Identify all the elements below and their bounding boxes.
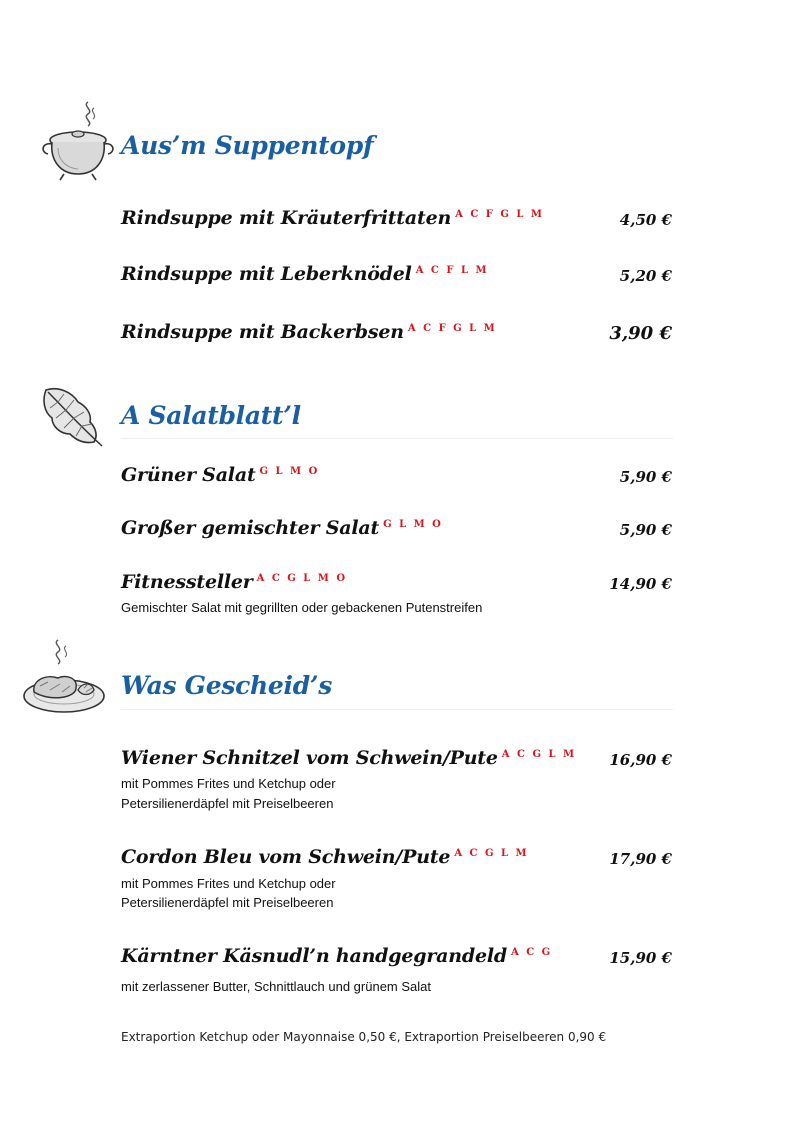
menu-item-description: mit Pommes Frites und Ketchup oder bbox=[121, 876, 336, 891]
allergen-codes: G L M O bbox=[259, 466, 320, 477]
menu-item-name: Rindsuppe mit Leberknödel $^{A C F L M}$ bbox=[121, 263, 489, 285]
allergen-codes: A C F G L M bbox=[455, 209, 544, 220]
menu-item-price: 16,90 € bbox=[609, 751, 672, 769]
allergen-codes: A C G L M bbox=[454, 848, 529, 859]
allergen-codes: A C F L M bbox=[415, 265, 489, 276]
lettuce-leaf-icon bbox=[38, 384, 106, 448]
menu-item-name: Grüner Salat $^{G L M O}$ bbox=[121, 464, 320, 486]
allergen-codes: A C G bbox=[510, 947, 553, 958]
allergen-codes: G L M O bbox=[383, 519, 443, 530]
menu-item-price: 3,90 € bbox=[609, 323, 672, 344]
menu-item-name: Kärntner Käsnudl’n handgegrandeld $^{A C G}$ bbox=[121, 945, 553, 967]
menu-item-price: 17,90 € bbox=[609, 850, 672, 868]
menu-item-description: mit zerlassener Butter, Schnittlauch und grünem Salat bbox=[121, 979, 431, 994]
section-title-suppentopf: Aus’m Suppentopf bbox=[121, 131, 374, 160]
menu-item-price: 15,90 € bbox=[609, 949, 672, 967]
soup-pot-icon bbox=[38, 98, 118, 182]
menu-item-name: Fitnessteller $^{A C G L M O}$ bbox=[121, 571, 348, 593]
menu-item-description: mit Pommes Frites und Ketchup oder bbox=[121, 776, 336, 791]
section-divider bbox=[121, 709, 673, 710]
footer-extras-note: Extraportion Ketchup oder Mayonnaise 0,50 €, Extraportion Preiselbeeren 0,90 € bbox=[121, 1030, 607, 1044]
menu-item-name: Rindsuppe mit Kräuterfrittaten $^{A C F G L M}$ bbox=[121, 207, 544, 229]
section-title-was-gescheids: Was Gescheid’s bbox=[121, 671, 333, 700]
menu-item-name: Wiener Schnitzel vom Schwein/Pute $^{A C G L M}$ bbox=[121, 747, 577, 769]
menu-item-name: Rindsuppe mit Backerbsen $^{A C F G L M}$ bbox=[121, 321, 497, 343]
schnitzel-plate-icon bbox=[20, 636, 106, 718]
menu-item-price: 5,90 € bbox=[619, 468, 672, 486]
allergen-codes: A C G L M O bbox=[256, 573, 348, 584]
section-title-salatblattl: A Salatblatt’l bbox=[121, 401, 301, 430]
menu-item-price: 14,90 € bbox=[609, 575, 672, 593]
menu-item-description: Gemischter Salat mit gegrillten oder gebackenen Putenstreifen bbox=[121, 600, 483, 615]
menu-item-price: 5,20 € bbox=[619, 267, 672, 285]
menu-item-price: 4,50 € bbox=[619, 211, 672, 229]
allergen-codes: A C F G L M bbox=[407, 323, 497, 334]
menu-item-price: 5,90 € bbox=[619, 521, 672, 539]
menu-item-description: Petersilienerdäpfel mit Preiselbeeren bbox=[121, 895, 334, 910]
section-divider bbox=[121, 438, 673, 439]
menu-item-description: Petersilienerdäpfel mit Preiselbeeren bbox=[121, 796, 334, 811]
menu-item-name: Großer gemischter Salat $^{G L M O}$ bbox=[121, 517, 443, 539]
allergen-codes: A C G L M bbox=[501, 749, 577, 760]
menu-item-name: Cordon Bleu vom Schwein/Pute $^{A C G L M}$ bbox=[121, 846, 529, 868]
